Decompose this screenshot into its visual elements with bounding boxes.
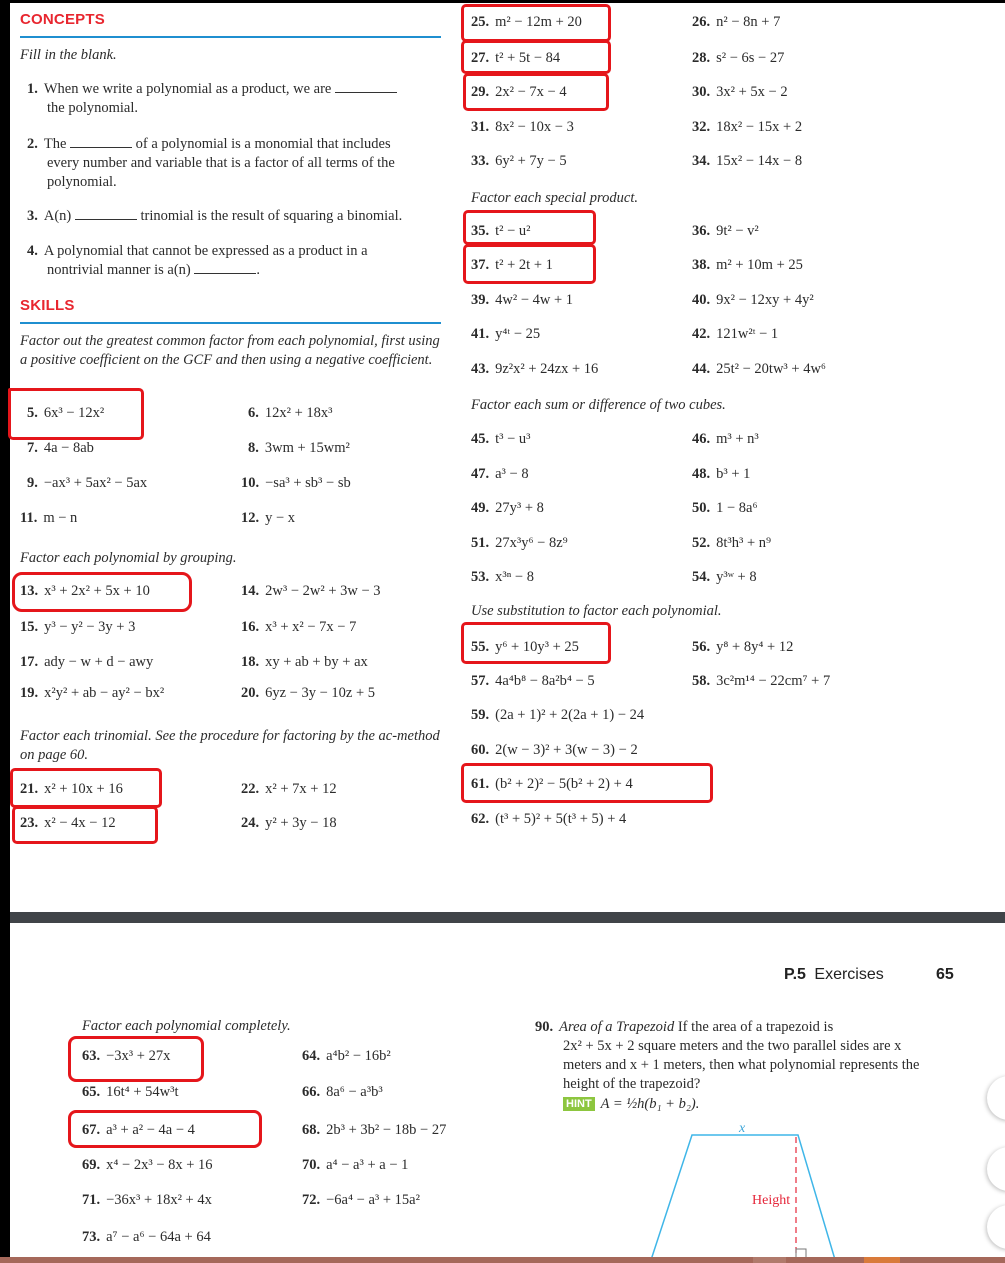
exercise-66: 66. 8a⁶ − a³b³: [302, 1084, 383, 1100]
exercise-71: 71. −36x³ + 18x² + 4x: [82, 1192, 212, 1208]
exercise-17: 17. ady − w + d − awy: [20, 654, 154, 670]
exercise-61: 61. (b² + 2)² − 5(b² + 2) + 4: [471, 776, 633, 792]
exercise-39: 39. 4w² − 4w + 1: [471, 292, 574, 308]
exercise-33: 33. 6y² + 7y − 5: [471, 153, 567, 169]
trapezoid-top-label: x: [739, 1121, 746, 1136]
exercise-52: 52. 8t³h³ + n⁹: [692, 535, 772, 551]
exercise-43: 43. 9z²x² + 24zx + 16: [471, 361, 599, 377]
exercise-38: 38. m² + 10m + 25: [692, 257, 803, 273]
highlight-box-exercise-63: [68, 1036, 204, 1082]
page-number: 65: [936, 966, 954, 983]
exercise-50: 50. 1 − 8a⁶: [692, 500, 758, 516]
highlight-box-exercise-25: [461, 4, 611, 42]
exercise-59: 59. (2a + 1)² + 2(2a + 1) − 24: [471, 707, 645, 723]
exercise-73: 73. a⁷ − a⁶ − 64a + 64: [82, 1229, 211, 1245]
exercise-10: 10. −sa³ + sb³ − sb: [241, 475, 351, 491]
highlight-box-exercise-35: [463, 210, 596, 245]
highlight-box-exercise-13: [12, 572, 192, 612]
exercise-51: 51. 27x³y⁶ − 8z⁹: [471, 535, 568, 551]
concept-item-4: 4. A polynomial that cannot be expressed as a product in a nontrivial manner is a(n) .: [27, 243, 368, 278]
exercise-16: 16. x³ + x² − 7x − 7: [241, 619, 357, 635]
exercise-69: 69. x⁴ − 2x³ − 8x + 16: [82, 1157, 213, 1173]
exercise-22: 22. x² + 7x + 12: [241, 781, 337, 797]
exercise-12: 12. y − x: [241, 510, 296, 526]
viewer-side-button-2[interactable]: [987, 1147, 1005, 1191]
trapezoid-height-label: Height: [752, 1193, 791, 1208]
exercise-13: 13. x³ + 2x² + 5x + 10: [20, 583, 150, 599]
skills-rule: [20, 322, 441, 324]
highlight-box-exercise-61: [461, 763, 713, 803]
fill-blank[interactable]: [70, 135, 132, 148]
concept-item-2: 2. The of a polynomial is a monomial that includes every number and variable that is a factor of all terms of the polynomial.: [27, 136, 395, 190]
concepts-instruction: Fill in the blank.: [20, 47, 117, 63]
bottom-bar-accent: [864, 1257, 900, 1263]
exercise-56: 56. y⁸ + 8y⁴ + 12: [692, 639, 794, 655]
exercise-31: 31. 8x² − 10x − 3: [471, 119, 574, 135]
viewer-side-button-1[interactable]: [987, 1076, 1005, 1120]
highlight-box-exercise-29: [463, 73, 609, 111]
bottom-bar-segment: [753, 1257, 786, 1263]
exercise-47: 47. a³ − 8: [471, 466, 529, 482]
exercise-57: 57. 4a⁴b⁸ − 8a²b⁴ − 5: [471, 673, 595, 689]
exercise-45: 45. t³ − u³: [471, 431, 531, 447]
exercise-63: 63. −3x³ + 27x: [82, 1048, 171, 1064]
gcf-instruction: Factor out the greatest common factor from each polynomial, first using a positive coefficient on the GCF and then using a negative coefficient.: [20, 333, 440, 368]
highlight-box-exercise-23: [12, 806, 158, 844]
left-edge-border: [0, 0, 10, 1263]
exercise-30: 30. 3x² + 5x − 2: [692, 84, 788, 100]
highlight-box-exercise-67: [68, 1110, 262, 1148]
viewer-side-button-3[interactable]: [987, 1205, 1005, 1249]
cubes-instruction: Factor each sum or difference of two cubes.: [471, 397, 726, 413]
exercise-40: 40. 9x² − 12xy + 4y²: [692, 292, 814, 308]
exercise-5: 5. 6x³ − 12x²: [27, 405, 105, 421]
exercise-53: 53. x³ⁿ − 8: [471, 569, 534, 585]
exercise-46: 46. m³ + n³: [692, 431, 759, 447]
exercise-6: 6. 12x² + 18x³: [248, 405, 333, 421]
page-divider-bar: [10, 912, 1005, 923]
problem-90: 90. Area of a Trapezoid If the area of a trapezoid is 2x² + 5x + 2 square meters and the two parallel sides are x meters and x + 1 meters, then what polynomial represents the height of the trapezoid? HINT A = ½h(b₁ + b₂).: [535, 1019, 920, 1112]
concept-item-3: 3. A(n) trinomial is the result of squaring a binomial.: [27, 208, 403, 224]
exercise-7: 7. 4a − 8ab: [27, 440, 94, 456]
exercise-21: 21. x² + 10x + 16: [20, 781, 123, 797]
exercise-42: 42. 121w²ᵗ − 1: [692, 326, 779, 342]
trinomial-instruction: Factor each trinomial. See the procedure for factoring by the ac-method on page 60.: [20, 728, 440, 763]
exercise-14: 14. 2w³ − 2w² + 3w − 3: [241, 583, 381, 599]
exercise-36: 36. 9t² − v²: [692, 223, 759, 239]
exercise-29: 29. 2x² − 7x − 4: [471, 84, 567, 100]
exercise-20: 20. 6yz − 3y − 10z + 5: [241, 685, 376, 701]
exercise-62: 62. (t³ + 5)² + 5(t³ + 5) + 4: [471, 811, 627, 827]
exercise-65: 65. 16t⁴ + 54w³t: [82, 1084, 179, 1100]
concept-item-1: 1. When we write a polynomial as a product, we are the polynomial.: [27, 80, 442, 118]
problem-90-title: Area of a Trapezoid: [559, 1019, 675, 1035]
exercise-11: 11. m − n: [20, 510, 78, 526]
skills-heading: SKILLS: [20, 297, 75, 314]
exercise-58: 58. 3c²m¹⁴ − 22cm⁷ + 7: [692, 673, 831, 689]
exercise-44: 44. 25t² − 20tw³ + 4w⁶: [692, 361, 826, 377]
exercise-24: 24. y² + 3y − 18: [241, 815, 337, 831]
fill-blank[interactable]: [335, 80, 397, 93]
exercise-41: 41. y⁴ᵗ − 25: [471, 326, 541, 342]
exercise-26: 26. n² − 8n + 7: [692, 14, 781, 30]
substitution-instruction: Use substitution to factor each polynomial.: [471, 603, 722, 619]
highlight-box-exercise-27: [461, 40, 611, 74]
highlight-box-exercise-21: [10, 768, 162, 808]
exercise-18: 18. xy + ab + by + ax: [241, 654, 368, 670]
exercise-67: 67. a³ + a² − 4a − 4: [82, 1122, 195, 1138]
exercise-48: 48. b³ + 1: [692, 466, 751, 482]
highlight-box-exercise-5: [8, 388, 144, 440]
exercise-15: 15. y³ − y² − 3y + 3: [20, 619, 136, 635]
exercise-64: 64. a⁴b² − 16b²: [302, 1048, 391, 1064]
exercise-35: 35. t² − u²: [471, 223, 531, 239]
exercise-68: 68. 2b³ + 3b² − 18b − 27: [302, 1122, 447, 1138]
hint-formula: A = ½h(b₁ + b₂).: [600, 1096, 700, 1112]
exercise-34: 34. 15x² − 14x − 8: [692, 153, 803, 169]
page-running-head: P.5 Exercises: [784, 966, 884, 983]
exercise-32: 32. 18x² − 15x + 2: [692, 119, 803, 135]
exercise-27: 27. t² + 5t − 84: [471, 50, 561, 66]
concepts-heading: CONCEPTS: [20, 11, 105, 28]
concepts-rule: [20, 36, 441, 38]
exercise-9: 9. −ax³ + 5ax² − 5ax: [27, 475, 148, 491]
exercise-25: 25. m² − 12m + 20: [471, 14, 582, 30]
bottom-toolbar-strip: [0, 1257, 1005, 1263]
grouping-instruction: Factor each polynomial by grouping.: [20, 550, 237, 566]
complete-instruction: Factor each polynomial completely.: [82, 1018, 291, 1034]
exercise-8: 8. 3wm + 15wm²: [248, 440, 350, 456]
exercise-37: 37. t² + 2t + 1: [471, 257, 553, 273]
trapezoid-figure: [640, 1118, 970, 1263]
top-edge-border: [0, 0, 1005, 3]
exercise-23: 23. x² − 4x − 12: [20, 815, 116, 831]
exercise-19: 19. x²y² + ab − ay² − bx²: [20, 685, 165, 701]
exercise-55: 55. y⁶ + 10y³ + 25: [471, 639, 579, 655]
highlight-box-exercise-55: [461, 622, 611, 664]
highlight-box-exercise-37: [463, 244, 596, 284]
exercise-72: 72. −6a⁴ − a³ + 15a²: [302, 1192, 420, 1208]
exercise-54: 54. y³ʷ + 8: [692, 569, 757, 585]
exercise-60: 60. 2(w − 3)² + 3(w − 3) − 2: [471, 742, 638, 758]
special-product-instruction: Factor each special product.: [471, 190, 638, 206]
hint-badge: HINT: [563, 1097, 595, 1111]
exercise-49: 49. 27y³ + 8: [471, 500, 544, 516]
exercise-28: 28. s² − 6s − 27: [692, 50, 785, 66]
exercise-70: 70. a⁴ − a³ + a − 1: [302, 1157, 409, 1173]
fill-blank[interactable]: [75, 207, 137, 220]
fill-blank[interactable]: [194, 261, 256, 274]
